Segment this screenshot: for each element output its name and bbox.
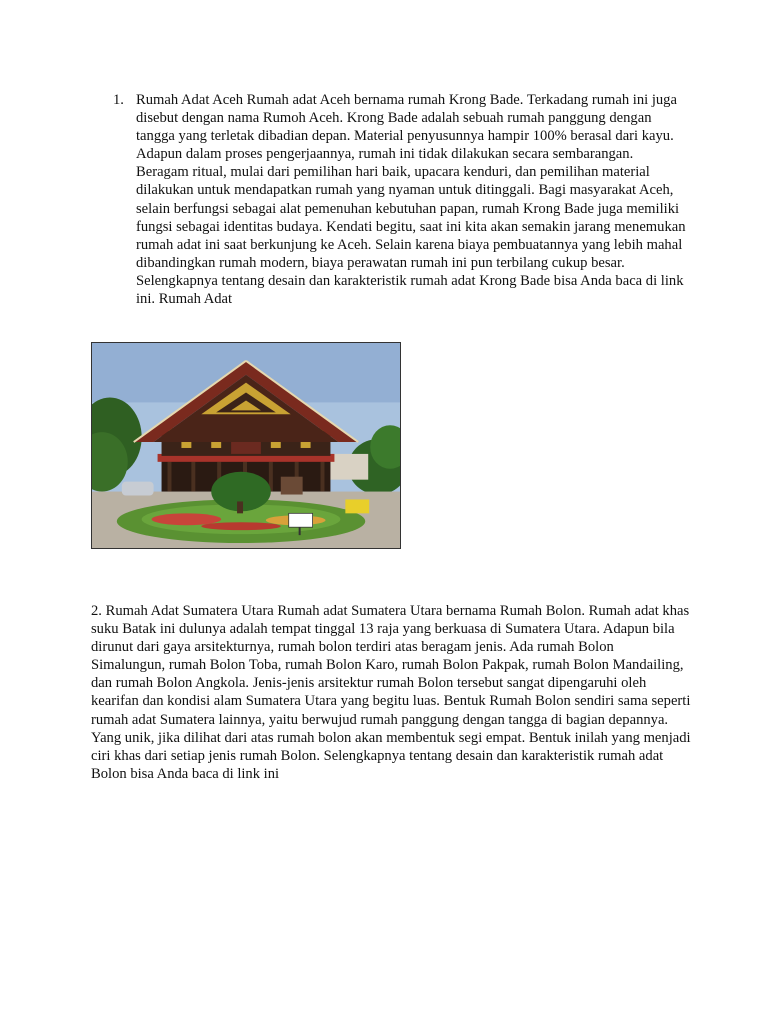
paragraph-rumah-adat-aceh: Rumah Adat Aceh Rumah adat Aceh bernama rumah Krong Bade. Terkadang rumah ini juga disebut dengan nama Rumoh Aceh. Krong Bade adalah sebuah rumah panggung dengan tangga yang terletak dibadian depan. Material penyusunnya hampir 100% berasal dari kayu. Adapun dalam proses pengerjaannya, rumah ini tidak dilakukan secara sembarangan. Beragam ritual, mulai dari pemilihan hari baik, upacara kenduri, dan pemilihan material dilakukan untuk mendapatkan rumah yang nyaman untuk ditinggali. Bagi masyarakat Aceh, selain berfungsi sebagai alat pemenuhan kebutuhan papan, rumah Krong Bade juga memiliki fungsi sebagai identitas budaya. Kendati begitu, saat ini kita akan semakin jarang menemukan rumah adat ini saat berkunjung ke Aceh. Selain karena biaya pembuatannya yang lebih mahal dibandingkan rumah modern, biaya perawatan rumah ini pun terbilang cukup besar. Selengkapnya tentang desain dan karakteristik rumah adat Krong Bade bisa Anda baca di link ini. Rumah Adat <box>136 92 686 308</box>
list-number: 1. <box>113 92 124 108</box>
list-item-1 <box>113 91 688 308</box>
house-illustration <box>92 343 400 548</box>
paragraph-rumah-adat-sumatera-utara: 2. Rumah Adat Sumatera Utara Rumah adat Sumatera Utara bernama Rumah Bolon. Rumah adat khas suku Batak ini dulunya adalah tempat tinggal 13 raja yang berkuasa di Sumatera Utara. Adapun bila dirunut dari gaya arsitekturnya, rumah bolon terdiri atas beragam jenis. Ada rumah Bolon Simalungun, rumah Bolon Toba, rumah Bolon Karo, rumah Bolon Pakpak, rumah Bolon Mandailing, dan rumah Bolon Angkola. Jenis-jenis arsitektur rumah Bolon tersebut sangat dipengaruhi oleh kearifan dan kondisi alam Sumatera Utara yang begitu luas. Bentuk Rumah Bolon sendiri sama seperti rumah adat Sumatera lainnya, yaitu berwujud rumah panggung dengan tangga di bagian depannya. Yang unik, jika dilihat dari atas rumah bolon akan membentuk segi empat. Bentuk inilah yang menjadi ciri khas dari setiap jenis rumah Bolon. Selengkapnya tentang desain dan karakteristik rumah adat Bolon bisa Anda baca di link ini <box>91 603 691 782</box>
rumah-adat-aceh-photo <box>91 342 401 549</box>
